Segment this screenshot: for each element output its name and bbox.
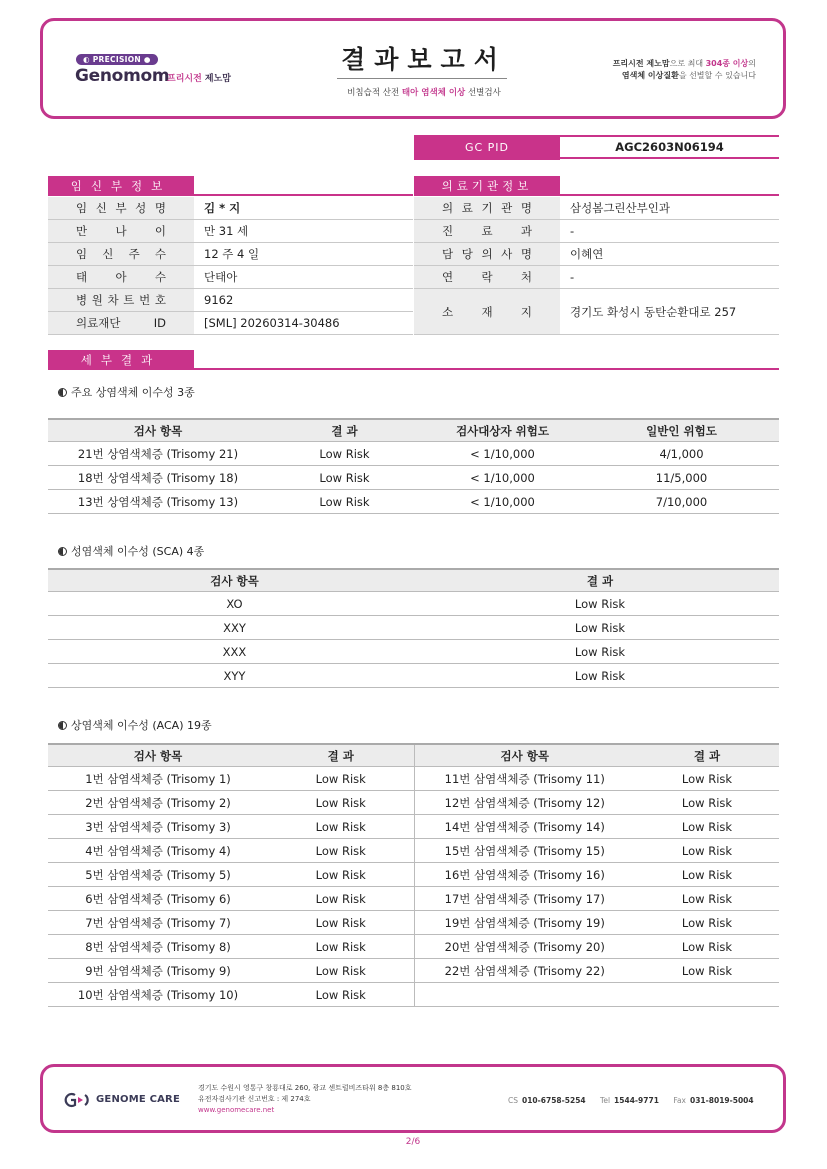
general-risk: 11/5,000 <box>584 466 779 490</box>
table-header-row <box>48 419 779 442</box>
subtitle-pre: 비침습적 산전 <box>347 88 402 98</box>
info-key-char: 신 <box>102 247 114 261</box>
patient-row <box>48 243 413 266</box>
precision-label: PRECISION <box>92 55 142 64</box>
result: Low Risk <box>268 959 414 983</box>
result: Low Risk <box>635 911 779 935</box>
result: Low Risk <box>421 640 779 664</box>
brand-kr-dark: 제노맘 <box>204 74 232 84</box>
header-tagline <box>582 58 756 82</box>
major-aneuploidy-table <box>48 418 779 514</box>
patient-row <box>48 220 413 243</box>
table-row <box>48 887 779 911</box>
result: Low Risk <box>268 767 414 791</box>
info-key-char: 의 <box>481 247 493 261</box>
subject-risk: < 1/10,000 <box>421 442 584 466</box>
result: Low Risk <box>268 791 414 815</box>
subject-risk: < 1/10,000 <box>421 490 584 514</box>
info-key-char: 담 <box>442 247 454 261</box>
empty-cell <box>635 983 779 1007</box>
test-item: 16번 삼염색체증 (Trisomy 16) <box>414 863 635 887</box>
test-item: 22번 삼염색체증 (Trisomy 22) <box>414 959 635 983</box>
tagline-end: 의 <box>748 59 756 68</box>
result: Low Risk <box>635 791 779 815</box>
patient-row <box>48 289 413 312</box>
sca-heading-text: 성염색체 이수성 (SCA) 4종 <box>71 545 205 558</box>
test-item: 12번 삼염색체증 (Trisomy 12) <box>414 791 635 815</box>
test-item: 21번 상염색체증 (Trisomy 21) <box>48 442 268 466</box>
fax-label: Fax <box>673 1096 686 1105</box>
column-header: 검사 항목 <box>48 744 268 767</box>
info-key-char: 나 <box>115 224 127 238</box>
test-item: 20번 삼염색체증 (Trisomy 20) <box>414 935 635 959</box>
info-key-char: 수 <box>154 247 166 261</box>
institution-label <box>414 266 560 288</box>
page-number: 2/6 <box>405 1137 421 1147</box>
table-row <box>48 466 779 490</box>
test-item: 15번 삼염색체증 (Trisomy 15) <box>414 839 635 863</box>
info-key-char: 신 <box>95 201 107 215</box>
institution-value: 경기도 화성시 동탄순환대로 257 <box>570 305 737 319</box>
info-key-char: 주 <box>128 247 140 261</box>
result: Low Risk <box>268 815 414 839</box>
genome-care-logo-icon <box>64 1092 94 1108</box>
tagline-highlight: 304종 이상 <box>705 59 749 68</box>
page-subtitle <box>330 86 518 98</box>
info-key-char: 부 <box>115 201 127 215</box>
test-item: 17번 삼염색체증 (Trisomy 17) <box>414 887 635 911</box>
result: Low Risk <box>421 592 779 616</box>
column-header: 결 과 <box>421 569 779 592</box>
patient-value: 만 31 세 <box>204 224 249 238</box>
details-section-label: 세부결과 <box>48 350 194 370</box>
result: Low Risk <box>268 983 414 1007</box>
info-key-char: 원 <box>91 293 103 307</box>
info-key-char: ID <box>153 316 166 330</box>
institution-section-label: 의료기관정보 <box>414 176 560 196</box>
subject-risk: < 1/10,000 <box>421 466 584 490</box>
institution-row <box>414 289 779 335</box>
info-key-char: 명 <box>520 201 532 215</box>
info-key-char: 의료재단 <box>76 316 121 330</box>
test-item: 9번 삼염색체증 (Trisomy 9) <box>48 959 268 983</box>
footer-license: 유전자검사기관 신고번호 : 제 274호 <box>198 1095 311 1103</box>
institution-value: - <box>570 224 575 238</box>
table-row <box>48 935 779 959</box>
patient-row <box>48 312 413 335</box>
result: Low Risk <box>268 863 414 887</box>
sca-heading <box>58 543 204 559</box>
info-key-char: 병 <box>76 293 88 307</box>
info-key-char: 당 <box>461 247 473 261</box>
patient-section-line <box>48 194 413 196</box>
half-circle-icon <box>58 721 67 730</box>
info-key-char: 수 <box>154 270 166 284</box>
major-aneuploidy-heading <box>58 384 195 400</box>
institution-label <box>414 197 560 219</box>
tagline-brand: 프리시전 제노맘 <box>612 59 670 68</box>
institution-label <box>414 220 560 242</box>
patient-label <box>48 289 194 311</box>
institution-row <box>414 197 779 220</box>
column-header: 검사대상자 위험도 <box>421 419 584 442</box>
info-key-char: 재 <box>481 305 493 319</box>
aca-heading-text: 상염색체 이수성 (ACA) 19종 <box>71 719 212 732</box>
footer-website-link[interactable]: www.genomecare.net <box>198 1106 275 1114</box>
info-key-char: 료 <box>481 224 493 238</box>
subtitle-post: 선별검사 <box>465 88 501 98</box>
info-key-char: 만 <box>76 224 88 238</box>
gc-pid-label: GC PID <box>414 135 560 160</box>
details-section-line <box>48 368 779 370</box>
table-row <box>48 664 779 688</box>
test-item: 14번 삼염색체증 (Trisomy 14) <box>414 815 635 839</box>
column-header: 결 과 <box>268 419 421 442</box>
result: Low Risk <box>635 815 779 839</box>
patient-label <box>48 266 194 288</box>
info-key-char: 번 <box>139 293 151 307</box>
result: Low Risk <box>268 887 414 911</box>
result: Low Risk <box>268 911 414 935</box>
table-row <box>48 791 779 815</box>
test-item: XXX <box>48 640 421 664</box>
info-key-char: 의 <box>442 201 454 215</box>
test-item: 6번 삼염색체증 (Trisomy 6) <box>48 887 268 911</box>
result: Low Risk <box>635 839 779 863</box>
column-header: 일반인 위험도 <box>584 419 779 442</box>
result: Low Risk <box>635 767 779 791</box>
result: Low Risk <box>268 490 421 514</box>
tagline2-bold: 염색체 이상질환 <box>621 71 679 80</box>
general-risk: 7/10,000 <box>584 490 779 514</box>
institution-row <box>414 220 779 243</box>
info-key-char: 호 <box>154 293 166 307</box>
info-key-char: 트 <box>123 293 135 307</box>
institution-value: 삼성봄그린산부인과 <box>570 201 670 215</box>
aca-table <box>48 743 779 1007</box>
info-key-char: 임 <box>76 201 88 215</box>
tagline-mid: 으로 최대 <box>669 59 706 68</box>
info-key-char: 관 <box>501 201 513 215</box>
info-key-char: 명 <box>154 201 166 215</box>
result: Low Risk <box>635 959 779 983</box>
info-key-char: 이 <box>154 224 166 238</box>
general-risk: 4/1,000 <box>584 442 779 466</box>
table-row <box>48 490 779 514</box>
patient-label <box>48 243 194 265</box>
info-key-char: 아 <box>115 270 127 284</box>
result: Low Risk <box>268 466 421 490</box>
info-key-char: 료 <box>461 201 473 215</box>
footer-address: 경기도 수원시 영통구 창룡대로 260, 광교 센트럴비즈타워 8층 810호 <box>198 1084 412 1092</box>
info-key-char: 락 <box>481 270 493 284</box>
test-item: 18번 상염색체증 (Trisomy 18) <box>48 466 268 490</box>
info-key-char: 차 <box>107 293 119 307</box>
column-header: 검사 항목 <box>48 569 421 592</box>
institution-section-line <box>414 194 779 196</box>
genome-care-name: GENOME CARE <box>96 1094 180 1105</box>
gc-pid-value: AGC2603N06194 <box>560 135 779 159</box>
info-key-char: 연 <box>442 270 454 284</box>
cs-label: CS <box>508 1096 518 1105</box>
institution-label <box>414 289 560 334</box>
patient-label <box>48 197 194 219</box>
title-divider <box>337 78 507 79</box>
table-row <box>48 983 779 1007</box>
aca-heading <box>58 717 212 733</box>
test-item: 19번 삼염색체증 (Trisomy 19) <box>414 911 635 935</box>
table-header-row <box>48 744 779 767</box>
column-header: 결 과 <box>268 744 414 767</box>
table-row <box>48 911 779 935</box>
test-item: 2번 삼염색체증 (Trisomy 2) <box>48 791 268 815</box>
institution-value: - <box>570 270 575 284</box>
info-key-char: 처 <box>520 270 532 284</box>
test-item: 11번 삼염색체증 (Trisomy 11) <box>414 767 635 791</box>
patient-label <box>48 220 194 242</box>
genomom-kr-logo <box>167 71 231 84</box>
info-key-char: 사 <box>501 247 513 261</box>
half-circle-icon <box>58 547 67 556</box>
institution-row <box>414 243 779 266</box>
table-header-row <box>48 569 779 592</box>
precision-badge: ◐ PRECISION ● <box>76 54 158 65</box>
patient-label <box>48 312 194 334</box>
genomom-logo: Genomom <box>75 66 170 86</box>
result: Low Risk <box>421 664 779 688</box>
table-row <box>48 640 779 664</box>
empty-cell <box>414 983 635 1007</box>
test-item: 4번 삼염색체증 (Trisomy 4) <box>48 839 268 863</box>
patient-value: 12 주 4 일 <box>204 247 260 261</box>
institution-label <box>414 243 560 265</box>
tel-number: 1544-9771 <box>614 1096 659 1105</box>
info-key-char: 기 <box>481 201 493 215</box>
patient-value: 단태아 <box>204 270 238 284</box>
info-key-char: 지 <box>520 305 532 319</box>
info-key-char: 명 <box>520 247 532 261</box>
test-item: 13번 상염색체증 (Trisomy 13) <box>48 490 268 514</box>
result: Low Risk <box>635 887 779 911</box>
fax-number: 031-8019-5004 <box>689 1096 754 1105</box>
institution-value: 이혜연 <box>570 247 604 261</box>
patient-value: [SML] 20260314-30486 <box>204 316 340 330</box>
info-key-char: 과 <box>520 224 532 238</box>
footer-contacts <box>508 1096 766 1105</box>
sca-table <box>48 568 779 688</box>
table-row <box>48 815 779 839</box>
column-header: 결 과 <box>635 744 779 767</box>
info-key-char: 진 <box>442 224 454 238</box>
result: Low Risk <box>268 442 421 466</box>
info-key-char: 소 <box>442 305 454 319</box>
info-key-char: 태 <box>76 270 88 284</box>
patient-value: 김 * 지 <box>204 201 241 215</box>
half-circle-icon <box>58 388 67 397</box>
patient-row <box>48 197 413 220</box>
patient-row <box>48 266 413 289</box>
table-row <box>48 863 779 887</box>
brand-kr-pink: 프리시전 <box>167 74 202 84</box>
result: Low Risk <box>268 935 414 959</box>
test-item: 8번 삼염색체증 (Trisomy 8) <box>48 935 268 959</box>
result: Low Risk <box>635 863 779 887</box>
test-item: XXY <box>48 616 421 640</box>
column-header: 검사 항목 <box>48 419 268 442</box>
test-item: 10번 삼염색체증 (Trisomy 10) <box>48 983 268 1007</box>
major-heading-text: 주요 상염색체 이수성 3종 <box>71 386 195 399</box>
table-row <box>48 592 779 616</box>
footer-address-block <box>198 1083 412 1116</box>
institution-row <box>414 266 779 289</box>
tagline2-end: 을 선별할 수 있습니다 <box>678 71 756 80</box>
patient-value: 9162 <box>204 293 234 307</box>
column-header: 검사 항목 <box>414 744 635 767</box>
table-row <box>48 839 779 863</box>
patient-section-label: 임신부정보 <box>48 176 194 196</box>
test-item: XO <box>48 592 421 616</box>
test-item: 3번 삼염색체증 (Trisomy 3) <box>48 815 268 839</box>
result: Low Risk <box>421 616 779 640</box>
cs-number: 010-6758-5254 <box>522 1096 586 1105</box>
table-row <box>48 442 779 466</box>
test-item: 1번 삼염색체증 (Trisomy 1) <box>48 767 268 791</box>
info-key-char: 임 <box>76 247 88 261</box>
subtitle-highlight: 태아 염색체 이상 <box>401 88 466 98</box>
table-row <box>48 959 779 983</box>
table-row <box>48 767 779 791</box>
result: Low Risk <box>635 935 779 959</box>
test-item: 5번 삼염색체증 (Trisomy 5) <box>48 863 268 887</box>
test-item: XYY <box>48 664 421 688</box>
result: Low Risk <box>268 839 414 863</box>
test-item: 7번 삼염색체증 (Trisomy 7) <box>48 911 268 935</box>
page-title: 결과보고서 <box>341 45 507 74</box>
table-row <box>48 616 779 640</box>
info-key-char: 성 <box>135 201 147 215</box>
tel-label: Tel <box>600 1096 611 1105</box>
